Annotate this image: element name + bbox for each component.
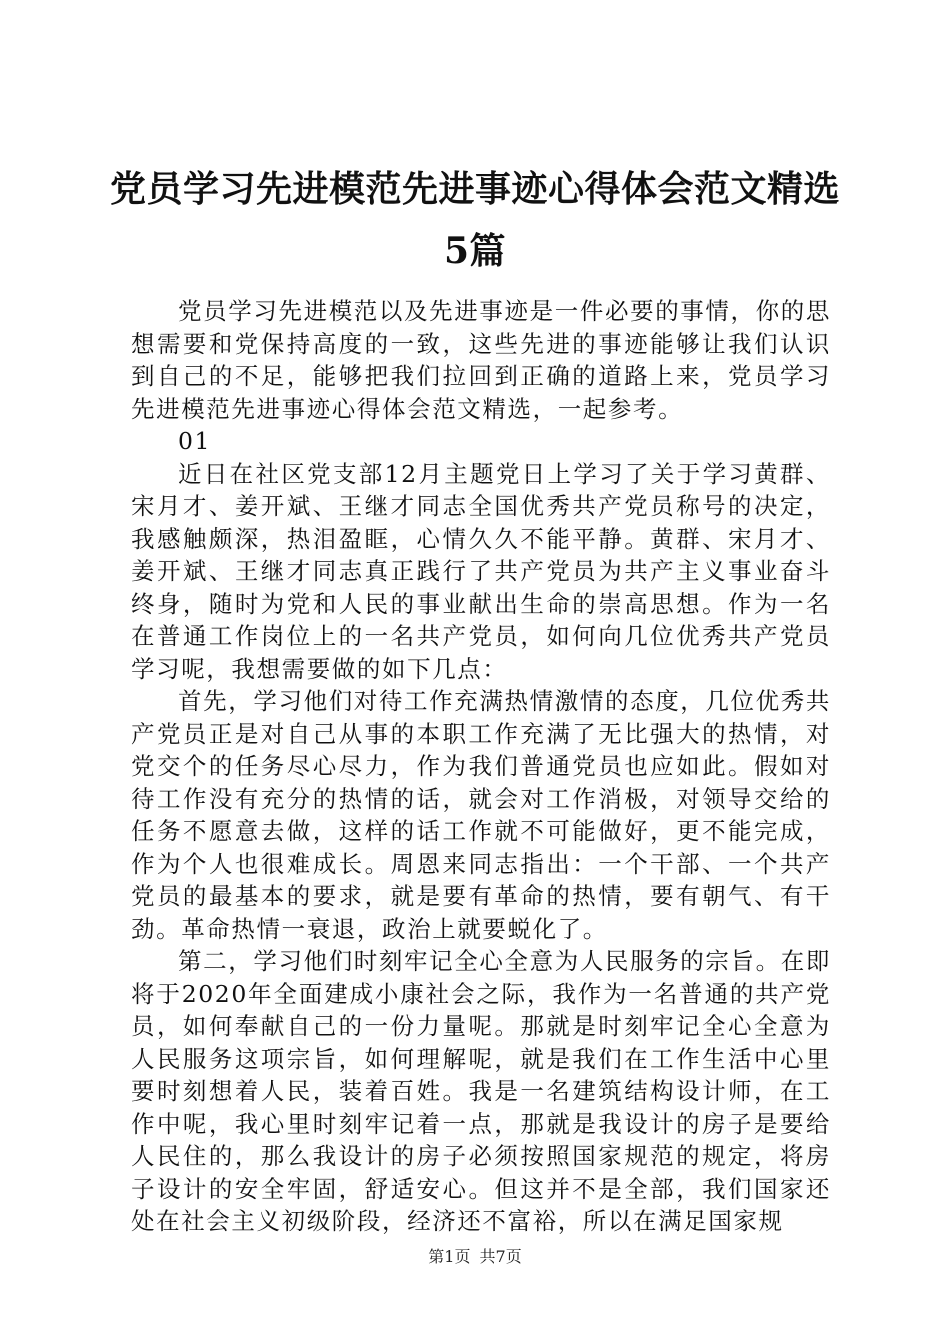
body-paragraph: 第二，学习他们时刻牢记全心全意为人民服务的宗旨。在即将于2020年全面建成小康社会之际，我作为一名普通的共产党员，如何奉献自己的一份力量呢。那就是时刻牢记全心全意为人民服务这项宗旨，如何理解呢，就是我们在工作生活中心里要时刻想着人民，装着百姓。我是一名建筑结构设计师，在工作中呢，我心里时刻牢记着一点，那就是我设计的房子是要给人民住的，那么我设计的房子必须按照国家规范的规定，将房子设计的安全牢固，舒适安心。但这并不是全部，我们国家还处在社会主义初级阶段，经济还不富裕，所以在满足国家规 xyxy=(131,947,831,1235)
document-body xyxy=(131,295,831,1238)
intro-paragraph: 党员学习先进模范以及先进事迹是一件必要的事情，你的思想需要和党保持高度的一致，这些先进的事迹能够让我们认识到自己的不足，能够把我们拉回到正确的道路上来，党员学习先进模范先进事迹心得体会范文精选，一起参考。 xyxy=(131,297,831,423)
page-number: 第1页 xyxy=(428,1247,471,1266)
document-title xyxy=(100,158,850,282)
title-line-1: 党员学习先进模范先进事迹心得体会范文精选 xyxy=(109,168,840,210)
title-line-2: 5篇 xyxy=(443,230,507,272)
section-number: 01 xyxy=(178,427,212,455)
page-footer xyxy=(0,1244,950,1267)
page-total: 共7页 xyxy=(479,1247,522,1266)
body-paragraph: 首先，学习他们对待工作充满热情激情的态度，几位优秀共产党员正是对自己从事的本职工作充满了无比强大的热情，对党交个的任务尽心尽力，作为我们普通党员也应如此。假如对待工作没有充分的热情的话，就会对工作消极，对领导交给的任务不愿意去做，这样的话工作就不可能做好，更不能完成，作为个人也很难成长。周恩来同志指出：一个干部、一个共产党员的最基本的要求，就是要有革命的热情，要有朝气、有干劲。革命热情一衰退，政治上就要蜕化了。 xyxy=(131,687,831,943)
body-paragraph: 近日在社区党支部12月主题党日上学习了关于学习黄群、宋月才、姜开斌、王继才同志全国优秀共产党员称号的决定，我感触颇深，热泪盈眶，心情久久不能平静。黄群、宋月才、姜开斌、王继才同志真正践行了共产党员为共产主义事业奋斗终身，随时为党和人民的事业献出生命的崇高思想。作为一名在普通工作岗位上的一名共产党员，如何向几位优秀共产党员学习呢，我想需要做的如下几点： xyxy=(131,459,831,683)
